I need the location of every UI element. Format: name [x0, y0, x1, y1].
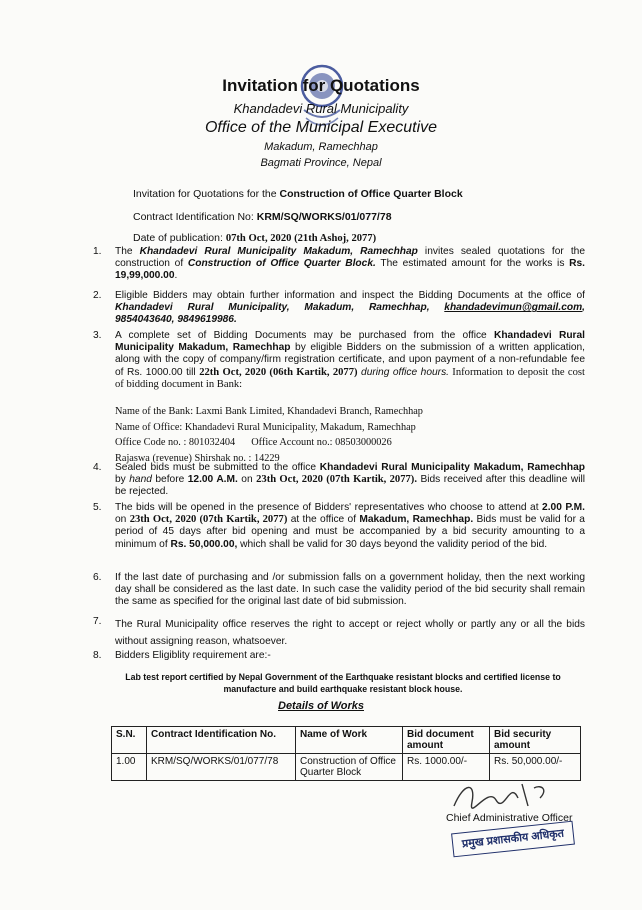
office-name-bank: Name of Office: Khandadevi Rural Municipality, Makadum, Ramechhap [115, 421, 416, 433]
col-sn: S.N. [112, 727, 147, 754]
office-account: Office Account no.: 08503000026 [251, 437, 392, 448]
cell-contract-id: KRM/SQ/WORKS/01/077/78 [147, 754, 296, 781]
bank-info-heading: Information to deposit the cost of bidding document in Bank: [115, 366, 585, 390]
invitation-prefix: Invitation for Quotations for the [133, 188, 280, 200]
details-title: Details of Works [278, 700, 364, 712]
work-name: Construction of Office Quarter Block. [187, 258, 376, 270]
text: at the office of [287, 514, 360, 526]
municipality-name: Khandadevi Rural Municipality Makadum, Ramechhap [115, 330, 585, 354]
cell-bid-document: Rs. 1000.00/- [403, 754, 490, 781]
text: Bids received after this deadline will be rejected. [115, 474, 586, 498]
col-contract-id: Contract Identification No. [147, 727, 296, 754]
col-bid-document: Bid document amount [403, 727, 490, 754]
municipality-name: Khandadevi Rural Municipality Makadum, Ramechhap [319, 462, 586, 473]
document-title: Invitation for Quotations [222, 76, 420, 95]
item-text [115, 246, 585, 283]
text: by [115, 474, 130, 486]
text: by eligible Bidders on the submission of a written application, along with the copy of company/firm registration certificate, and upon payment of a non-refundable fee of Rs. 1000.00 till [115, 342, 585, 378]
item-text [115, 290, 585, 327]
bank-name: Name of the Bank: Laxmi Bank Limited, Khandadevi Branch, Ramechhap [115, 406, 423, 417]
item-number: 8. [93, 650, 102, 661]
publication-prefix: Date of publication: [133, 232, 226, 244]
item-number: 3. [93, 330, 102, 341]
text: on [237, 474, 257, 486]
item-number: 4. [93, 462, 102, 473]
text: which shall be valid for 30 days beyond the validity period of the bid. [237, 538, 548, 550]
cell-sn: 1.00 [112, 754, 147, 781]
text: hand [129, 474, 152, 486]
text: A complete set of Bidding Documents may be purchased from the office [115, 330, 494, 341]
text: before [151, 474, 188, 486]
col-bid-security: Bid security amount [490, 727, 581, 754]
opening-place: Makadum, Ramechhap. [359, 514, 474, 526]
text: on [115, 514, 130, 526]
item-number: 5. [93, 502, 102, 513]
item-number: 6. [93, 572, 102, 583]
text: The [115, 246, 140, 257]
estimated-amount: Rs. 19,99,000.00 [115, 258, 585, 282]
lab-requirement-note: Lab test report certified by Nepal Government of the Earthquake resistant blocks and certified license to manufacture and build earthquake resistant block house. [125, 672, 561, 694]
phone-numbers: , 9854043640, 9849619986. [115, 302, 585, 326]
signatory-title: Chief Administrative Officer [446, 812, 573, 824]
opening-time: 2.00 P.M. [542, 502, 585, 513]
text: The bids will be opened in the presence of Bidders' representatives who choose to attend at [115, 502, 543, 513]
text: during office hours. [357, 366, 449, 378]
contract-number: KRM/SQ/WORKS/01/077/78 [256, 211, 392, 223]
works-table [111, 726, 581, 781]
item-text: If the last date of purchasing and /or submission falls on a government holiday, then the next working day shall be considered as the last date. In such case the validity period of the bid security shall remain the same as specified for the original last date of bid submission. [115, 572, 585, 608]
opening-date: 23th Oct, 2020 (07th Kartik, 2077) [129, 514, 288, 526]
bank-details [115, 404, 423, 466]
item-text: Bidders Eligiblity requirement are:- [115, 650, 271, 661]
rajaswa-number: Rajaswa (revenue) Shirshak no. : 14229 [115, 452, 280, 464]
publication-date: 07th Oct, 2020 (21th Ashoj, 2077) [225, 233, 377, 244]
item-number: 7. [93, 616, 102, 627]
item-number: 1. [93, 246, 102, 257]
office-codes [115, 435, 423, 451]
publication-line [133, 232, 376, 244]
table-header-row [112, 727, 581, 754]
contract-prefix: Contract Identification No: [133, 211, 257, 223]
contract-line [133, 211, 392, 223]
province: Bagmati Province, Nepal [260, 157, 382, 169]
office-location: Makadum, Ramechhap [264, 141, 378, 153]
text: invites sealed quotations for the construction of [115, 246, 585, 270]
text: Eligible Bidders may obtain further information and inspect the Bidding Documents at the office of [115, 290, 585, 301]
invitation-line [133, 188, 463, 200]
text: . [174, 270, 178, 282]
item-text [115, 502, 585, 551]
item-text: The Rural Municipality office reserves the right to accept or reject wholly or partly any or all the bids without assigning reason, whatsoever. [115, 619, 585, 647]
email-link[interactable]: khandadevimun@gmail.com [444, 302, 583, 314]
municipality-name: Khandadevi Rural Municipality [233, 101, 409, 116]
clauses-list [93, 246, 585, 666]
col-work-name: Name of Work [296, 727, 403, 754]
text: Bids must be valid for a period of 45 days after bid opening and must be accompanied by a bid security amounting to a minimum of [115, 514, 585, 550]
item-text [115, 330, 585, 391]
office-name: Office of the Municipal Executive [204, 119, 438, 136]
item-number: 2. [93, 290, 102, 301]
invitation-subject: Construction of Office Quarter Block [279, 188, 463, 200]
item-text [115, 462, 585, 499]
submission-time: 12.00 A.M. [187, 474, 238, 486]
text: Sealed bids must be submitted to the office [115, 462, 320, 473]
office-address: Khandadevi Rural Municipality, Makadum, Ramechhap, [115, 302, 445, 314]
purchase-deadline: 22th Oct, 2020 (06th Kartik, 2077) [199, 366, 358, 378]
official-stamp: प्रमुख प्रशासकीय अधिकृत [451, 821, 575, 858]
office-code: Office Code no. : 801032404 [115, 437, 236, 448]
municipality-name: Khandadevi Rural Municipality Makadum, Ramechhap [139, 246, 418, 257]
text: The estimated amount for the works is [375, 258, 570, 270]
submission-deadline: 23th Oct, 2020 (07th Kartik, 2077). [256, 474, 417, 486]
cell-work-name: Construction of Office Quarter Block [296, 754, 403, 781]
bid-security-amount: Rs. 50,000.00, [170, 538, 238, 550]
cell-bid-security: Rs. 50,000.00/- [490, 754, 581, 781]
